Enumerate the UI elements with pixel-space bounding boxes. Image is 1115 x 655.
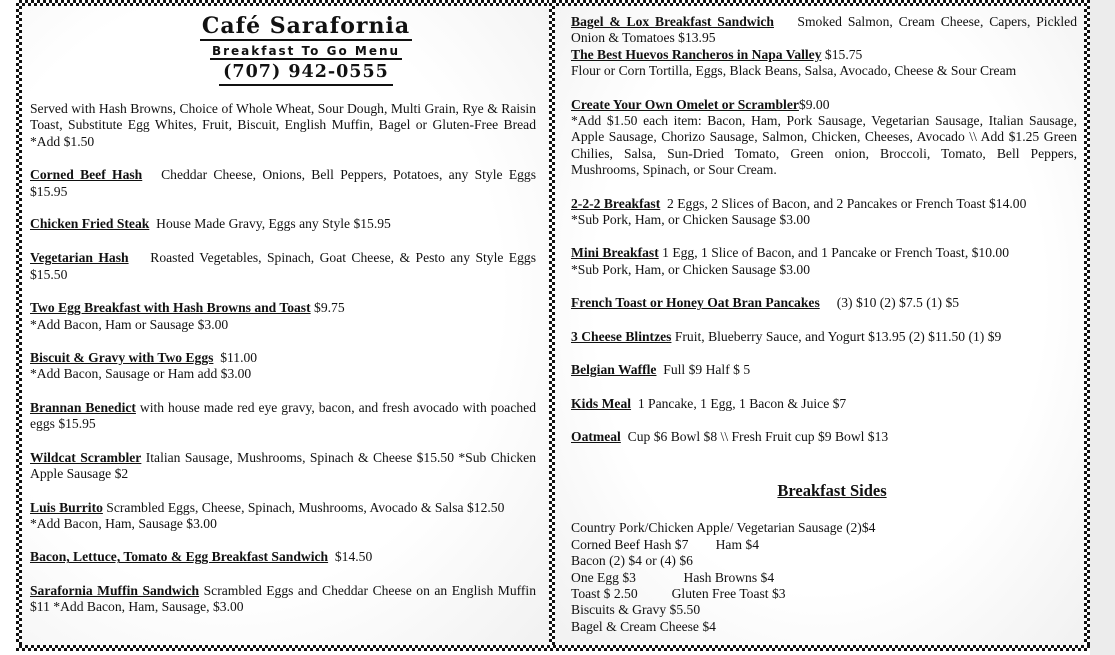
- right-menu-column: [571, 6, 1077, 635]
- menu-item-addon: *Add Bacon, Ham or Sausage $3.00: [30, 316, 229, 332]
- menu-item-french-toast-pancakes: [571, 295, 1077, 311]
- menu-item-mini-breakfast: [571, 245, 1077, 278]
- menu-item-addon: *Add Bacon, Sausage or Ham add $3.00: [30, 366, 252, 382]
- left-menu-panel: [22, 6, 549, 645]
- menu-item-name: French Toast or Honey Oat Bran Pancakes: [571, 295, 820, 311]
- menu-item-chicken-fried-steak: [30, 216, 536, 232]
- left-menu-column: [30, 6, 536, 616]
- menu-item-addon: *Sub Pork, Ham, or Chicken Sausage $3.00: [571, 261, 810, 277]
- menu-item-name: 3 Cheese Blintzes: [571, 328, 672, 344]
- menu-item-desc: Scrambled Eggs and Cheddar Cheese on an English Muffin $11 *Add Bacon, Ham, Sausage, $3.00: [30, 582, 537, 615]
- menu-item-two-egg-breakfast: [30, 300, 536, 333]
- menu-item-biscuit-gravy: [30, 350, 536, 383]
- side-line: Country Pork/Chicken Apple/ Vegetarian Sausage (2)$4: [571, 520, 876, 536]
- menu-item-wildcat-scrambler: [30, 450, 536, 483]
- menu-item-name: Sarafornia Muffin Sandwich: [30, 582, 200, 598]
- menu-item-desc: with house made red eye gravy, bacon, and fresh avocado with poached eggs $15.95: [30, 399, 536, 432]
- checkered-border-bottom: [16, 645, 1090, 651]
- menu-item-desc: Italian Sausage, Mushrooms, Spinach & Cheese $15.50 *Sub Chicken Apple Sausage $2: [30, 449, 536, 482]
- menu-item-name: Vegetarian Hash: [30, 250, 129, 266]
- menu-item-desc: House Made Gravy, Eggs any Style $15.95: [156, 216, 391, 232]
- right-menu-panel: [555, 6, 1084, 645]
- intro-text: Served with Hash Browns, Choice of Whole Wheat, Sour Dough, Multi Grain, Rye & Raisin Toast, Substitute Egg Whites, Fruit, Biscuit, English Muffin, Bagel or Gluten-Free Bread *Add $1.50: [30, 101, 536, 149]
- menu-item-name: Oatmeal: [571, 428, 621, 444]
- menu-item-name: Corned Beef Hash: [30, 167, 143, 183]
- menu-item-name: Chicken Fried Steak: [30, 216, 150, 232]
- phone-number: (707) 942-0555: [219, 62, 393, 86]
- menu-item-addon: Flour or Corn Tortilla, Eggs, Black Beans, Salsa, Avocado, Cheese & Sour Cream: [571, 63, 1017, 79]
- menu-item-name: Luis Burrito: [30, 499, 103, 515]
- menu-item-addon: *Add Bacon, Ham, Sausage $3.00: [30, 515, 217, 531]
- cafe-title: Café Sarafornia: [201, 13, 411, 39]
- menu-item-create-omelet: [571, 97, 1077, 179]
- breakfast-sides-title: Breakfast Sides: [777, 481, 887, 501]
- menu-item-desc: Cheddar Cheese, Onions, Bell Peppers, Potatoes, any Style Eggs $15.95: [30, 167, 537, 199]
- menu-item-addon: *Add $1.50 each item: Bacon, Ham, Pork Sausage, Vegetarian Sausage, Italian Sausage, Apple Sausage, Chorizo Sausage, Salmon, Chicken, Cheeses, Avocado \\ Add $1.25 Green Chilies, Salsa, Sun-Dried Tomato, Green onion, Broccoli, Tomato, Bell Peppers, Mushrooms, Spinach, or Sour Cream.: [571, 113, 1077, 178]
- menu-item-kids-meal: [571, 396, 1077, 412]
- side-line: Bacon (2) $4 or (4) $6: [571, 553, 693, 569]
- menu-item-desc: Scrambled Eggs, Cheese, Spinach, Mushrooms, Avocado & Salsa $12.50: [106, 499, 505, 515]
- page-margin: [1090, 0, 1115, 655]
- menu-item-desc: 1 Egg, 1 Slice of Bacon, and 1 Pancake or French Toast, $10.00: [662, 245, 1010, 261]
- side-line: Toast $ 2.50 Gluten Free Toast $3: [571, 585, 786, 601]
- side-line: Biscuits & Gravy $5.50: [571, 602, 701, 618]
- menu-item-name: Bagel & Lox Breakfast Sandwich: [571, 14, 774, 29]
- menu-item-belgian-waffle: [571, 362, 1077, 378]
- menu-item-desc: Full $9 Half $ 5: [663, 362, 751, 378]
- menu-header: [76, 6, 536, 86]
- menu-item-name: 2-2-2 Breakfast: [571, 195, 661, 211]
- menu-item-desc: $9.75: [314, 300, 345, 316]
- menu-item-name: Belgian Waffle: [571, 362, 657, 378]
- menu-item-desc: Smoked Salmon, Cream Cheese, Capers, Pickled Onion & Tomatoes $13.95: [571, 14, 1078, 46]
- menu-item-bagel-lox: [571, 14, 1077, 47]
- menu-item-desc: $9.00: [798, 96, 830, 112]
- menu-item-desc: Roasted Vegetables, Spinach, Goat Cheese, & Pesto any Style Eggs $15.50: [30, 250, 536, 282]
- side-line: Corned Beef Hash $7 Ham $4: [571, 536, 760, 552]
- menu-item-desc: Fruit, Blueberry Sauce, and Yogurt $13.95 (2) $11.50 (1) $9: [674, 328, 1002, 344]
- menu-item-desc: 1 Pancake, 1 Egg, 1 Bacon & Juice $7: [637, 395, 847, 411]
- side-line: Bagel & Cream Cheese $4: [571, 618, 716, 634]
- menu-item-cheese-blintzes: [571, 329, 1077, 345]
- menu-item-name: Brannan Benedict: [30, 399, 136, 415]
- menu-item-desc: Cup $6 Bowl $8 \\ Fresh Fruit cup $9 Bowl $13: [627, 428, 889, 444]
- menu-item-desc: $14.50: [334, 549, 373, 565]
- menu-item-desc: $15.75: [824, 46, 863, 62]
- menu-item-brannan-benedict: [30, 400, 536, 433]
- menu-item-huevos-rancheros: [571, 47, 1077, 80]
- menu-item-vegetarian-hash: [30, 250, 536, 283]
- menu-item-222-breakfast: [571, 196, 1077, 229]
- menu-item-name: Mini Breakfast: [571, 245, 659, 261]
- menu-item-blt-egg-sandwich: [30, 549, 536, 565]
- menu-item-desc: $11.00: [220, 350, 258, 366]
- menu-item-desc: (3) $10 (2) $7.5 (1) $5: [836, 295, 960, 311]
- menu-item-corned-beef-hash: [30, 167, 536, 200]
- menu-item-name: Create Your Own Omelet or Scrambler: [571, 96, 799, 112]
- menu-item-oatmeal: [571, 429, 1077, 445]
- menu-item-name: The Best Huevos Rancheros in Napa Valley: [571, 46, 822, 62]
- menu-item-name: Two Egg Breakfast with Hash Browns and Toast: [30, 300, 311, 316]
- menu-item-addon: *Sub Pork, Ham, or Chicken Sausage $3.00: [571, 212, 810, 228]
- side-line: One Egg $3 Hash Browns $4: [571, 569, 775, 585]
- menu-item-luis-burrito: [30, 500, 536, 533]
- menu-subtitle: Breakfast To Go Menu: [211, 44, 401, 58]
- menu-item-name: Bacon, Lettuce, Tomato & Egg Breakfast Sandwich: [30, 549, 329, 565]
- menu-item-name: Kids Meal: [571, 395, 632, 411]
- menu-item-sarafornia-muffin: [30, 583, 536, 616]
- menu-item-name: Wildcat Scrambler: [30, 449, 142, 465]
- menu-item-desc: 2 Eggs, 2 Slices of Bacon, and 2 Pancakes or French Toast $14.00: [667, 195, 1027, 211]
- menu-item-name: Biscuit & Gravy with Two Eggs: [30, 350, 214, 366]
- breakfast-sides-list: [571, 520, 1077, 635]
